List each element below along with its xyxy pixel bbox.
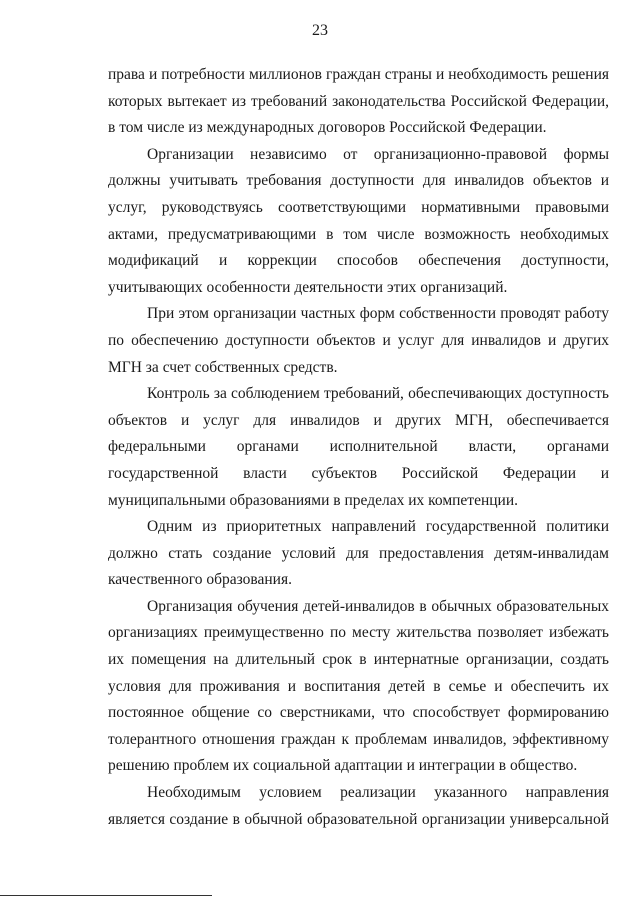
paragraph-2: Организации независимо от организационно-правовой формы должны учитывать требования доступности для инвалидов объектов и услуг, руководствуясь соответствующими нормативными правовыми актами, предусматривающими в том числе возможность необходимых модификаций и коррекции способов обеспечения доступности, учитывающих особенности деятельности этих организаций. xyxy=(108,145,609,296)
footnote-separator xyxy=(0,895,212,896)
paragraph-5: Одним из приоритетных направлений государственной политики должно стать создание условий для предоставления детям-инвалидам качественного образования. xyxy=(108,518,609,589)
document-body xyxy=(108,62,609,833)
paragraph-1: права и потребности миллионов граждан страны и необходимость решения которых вытекает из требований законодательства Российской Федерации, в том числе из международных договоров Российской Федерации. xyxy=(108,66,609,137)
paragraph-4: Контроль за соблюдением требований, обеспечивающих доступность объектов и услуг для инвалидов и других МГН, обеспечивается федеральными органами исполнительной власти, органами государственной власти субъектов Российской Федерации и муниципальными образованиями в пределах их компетенции. xyxy=(108,385,609,509)
paragraph-6: Организация обучения детей-инвалидов в обычных образовательных организациях преимущественно по месту жительства позволяет избежать их помещения на длительный срок в интернатные организации, создать условия для проживания и воспитания детей в семье и обеспечить их постоянное общение со сверстниками, что способствует формированию толерантного отношения граждан к проблемам инвалидов, эффективному решению проблем их социальной адаптации и интеграции в общество. xyxy=(108,597,609,775)
paragraph-3: При этом организации частных форм собственности проводят работу по обеспечению доступности объектов и услуг для инвалидов и других МГН за счет собственных средств. xyxy=(108,305,609,376)
page-number: 23 xyxy=(312,22,328,39)
paragraph-7: Необходимым условием реализации указанного направления является создание в обычной образовательной организации универсальной xyxy=(108,784,609,828)
